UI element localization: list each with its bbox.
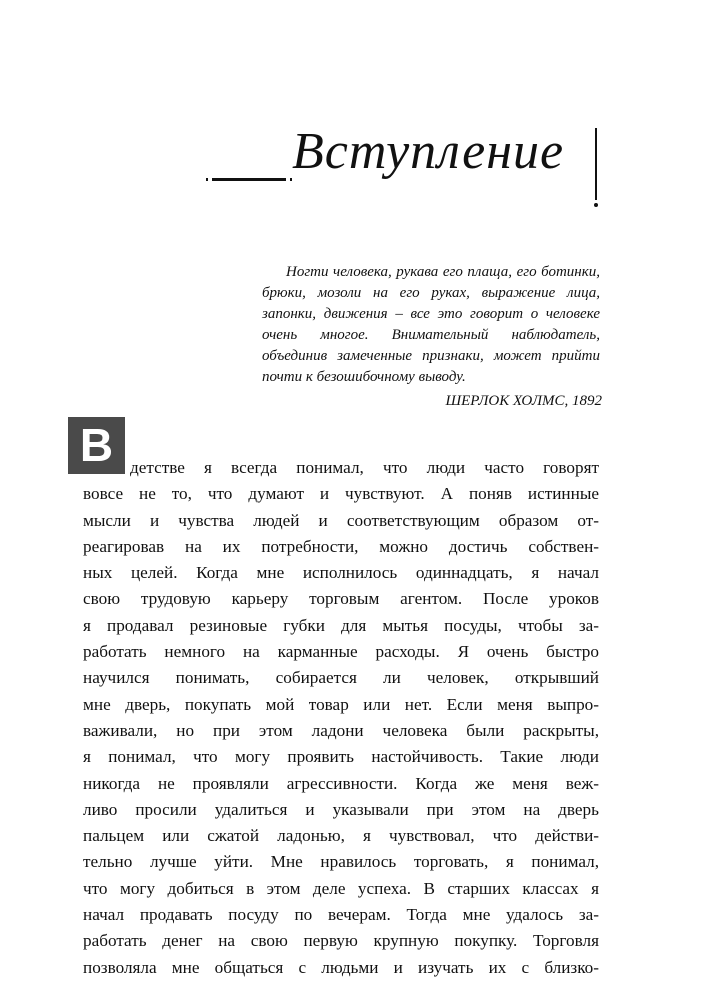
- body-paragraph: [83, 455, 599, 981]
- text-line: никогда не проявляли агрессивности. Когда же меня веж-: [83, 773, 599, 793]
- text-line: работать немного на карманные расходы. Я очень быстро: [83, 642, 599, 662]
- text-line: работать денег на свою первую крупную покупку. Торговля: [83, 931, 599, 951]
- chapter-bar-dot: [594, 203, 598, 207]
- text-line: ливо просили удалиться и указывали при этом на дверь: [83, 799, 599, 819]
- text-line: важивали, но при этом ладони человека были раскрыты,: [83, 720, 599, 740]
- text-line: начал продавать посуду по вечерам. Тогда мне удалось за-: [83, 905, 599, 925]
- epigraph-quote: Ногти человека, рукава его плаща, его ботинки, брюки, мозоли на его руках, выражение лица, запонки, движения – все это говорит о человеке очень многое. Внимательный наблюдатель, объединив замеченные признаки, может прийти почти к безошибочному выводу.: [262, 264, 600, 385]
- text-line: детстве я всегда понимал, что люди часто говорят: [130, 458, 599, 477]
- epigraph-author: ШЕРЛОК ХОЛМС, 1892: [445, 393, 602, 409]
- chapter-vertical-bar: [595, 128, 597, 200]
- text-line: вовсе не то, что думают и чувствуют. А поняв истинные: [83, 484, 599, 504]
- text-line: тельно лучше уйти. Мне нравилось торговать, я понимал,: [83, 852, 599, 872]
- text-line: реагировав на их потребности, можно достичь собствен-: [83, 536, 599, 556]
- text-line: свою трудовую карьеру торговым агентом. После уроков: [83, 589, 599, 609]
- text-line: я понимал, что могу проявить настойчивость. Такие люди: [83, 747, 599, 767]
- text-line: я продавал резиновые губки для мытья посуды, чтобы за-: [83, 615, 599, 635]
- text-line: пальцем или сжатой ладонью, я чувствовал, что действи-: [83, 826, 599, 846]
- text-line: ных целей. Когда мне исполнилось одиннадцать, я начал: [83, 563, 599, 583]
- text-line: что могу добиться в этом деле успеха. В старших классах я: [83, 878, 599, 898]
- drop-cap-letter: В: [68, 417, 125, 474]
- text-line: мне дверь, покупать мой товар или нет. Если меня выпро-: [83, 694, 599, 714]
- text-line: позволяла мне общаться с людьми и изучать их с близко-: [83, 957, 599, 977]
- chapter-decorative-rule: [212, 178, 286, 181]
- text-line: мысли и чувства людей и соответствующим образом от-: [83, 510, 599, 530]
- chapter-title: Вступление: [292, 123, 565, 180]
- text-line: научился понимать, собирается ли человек, открывший: [83, 668, 599, 688]
